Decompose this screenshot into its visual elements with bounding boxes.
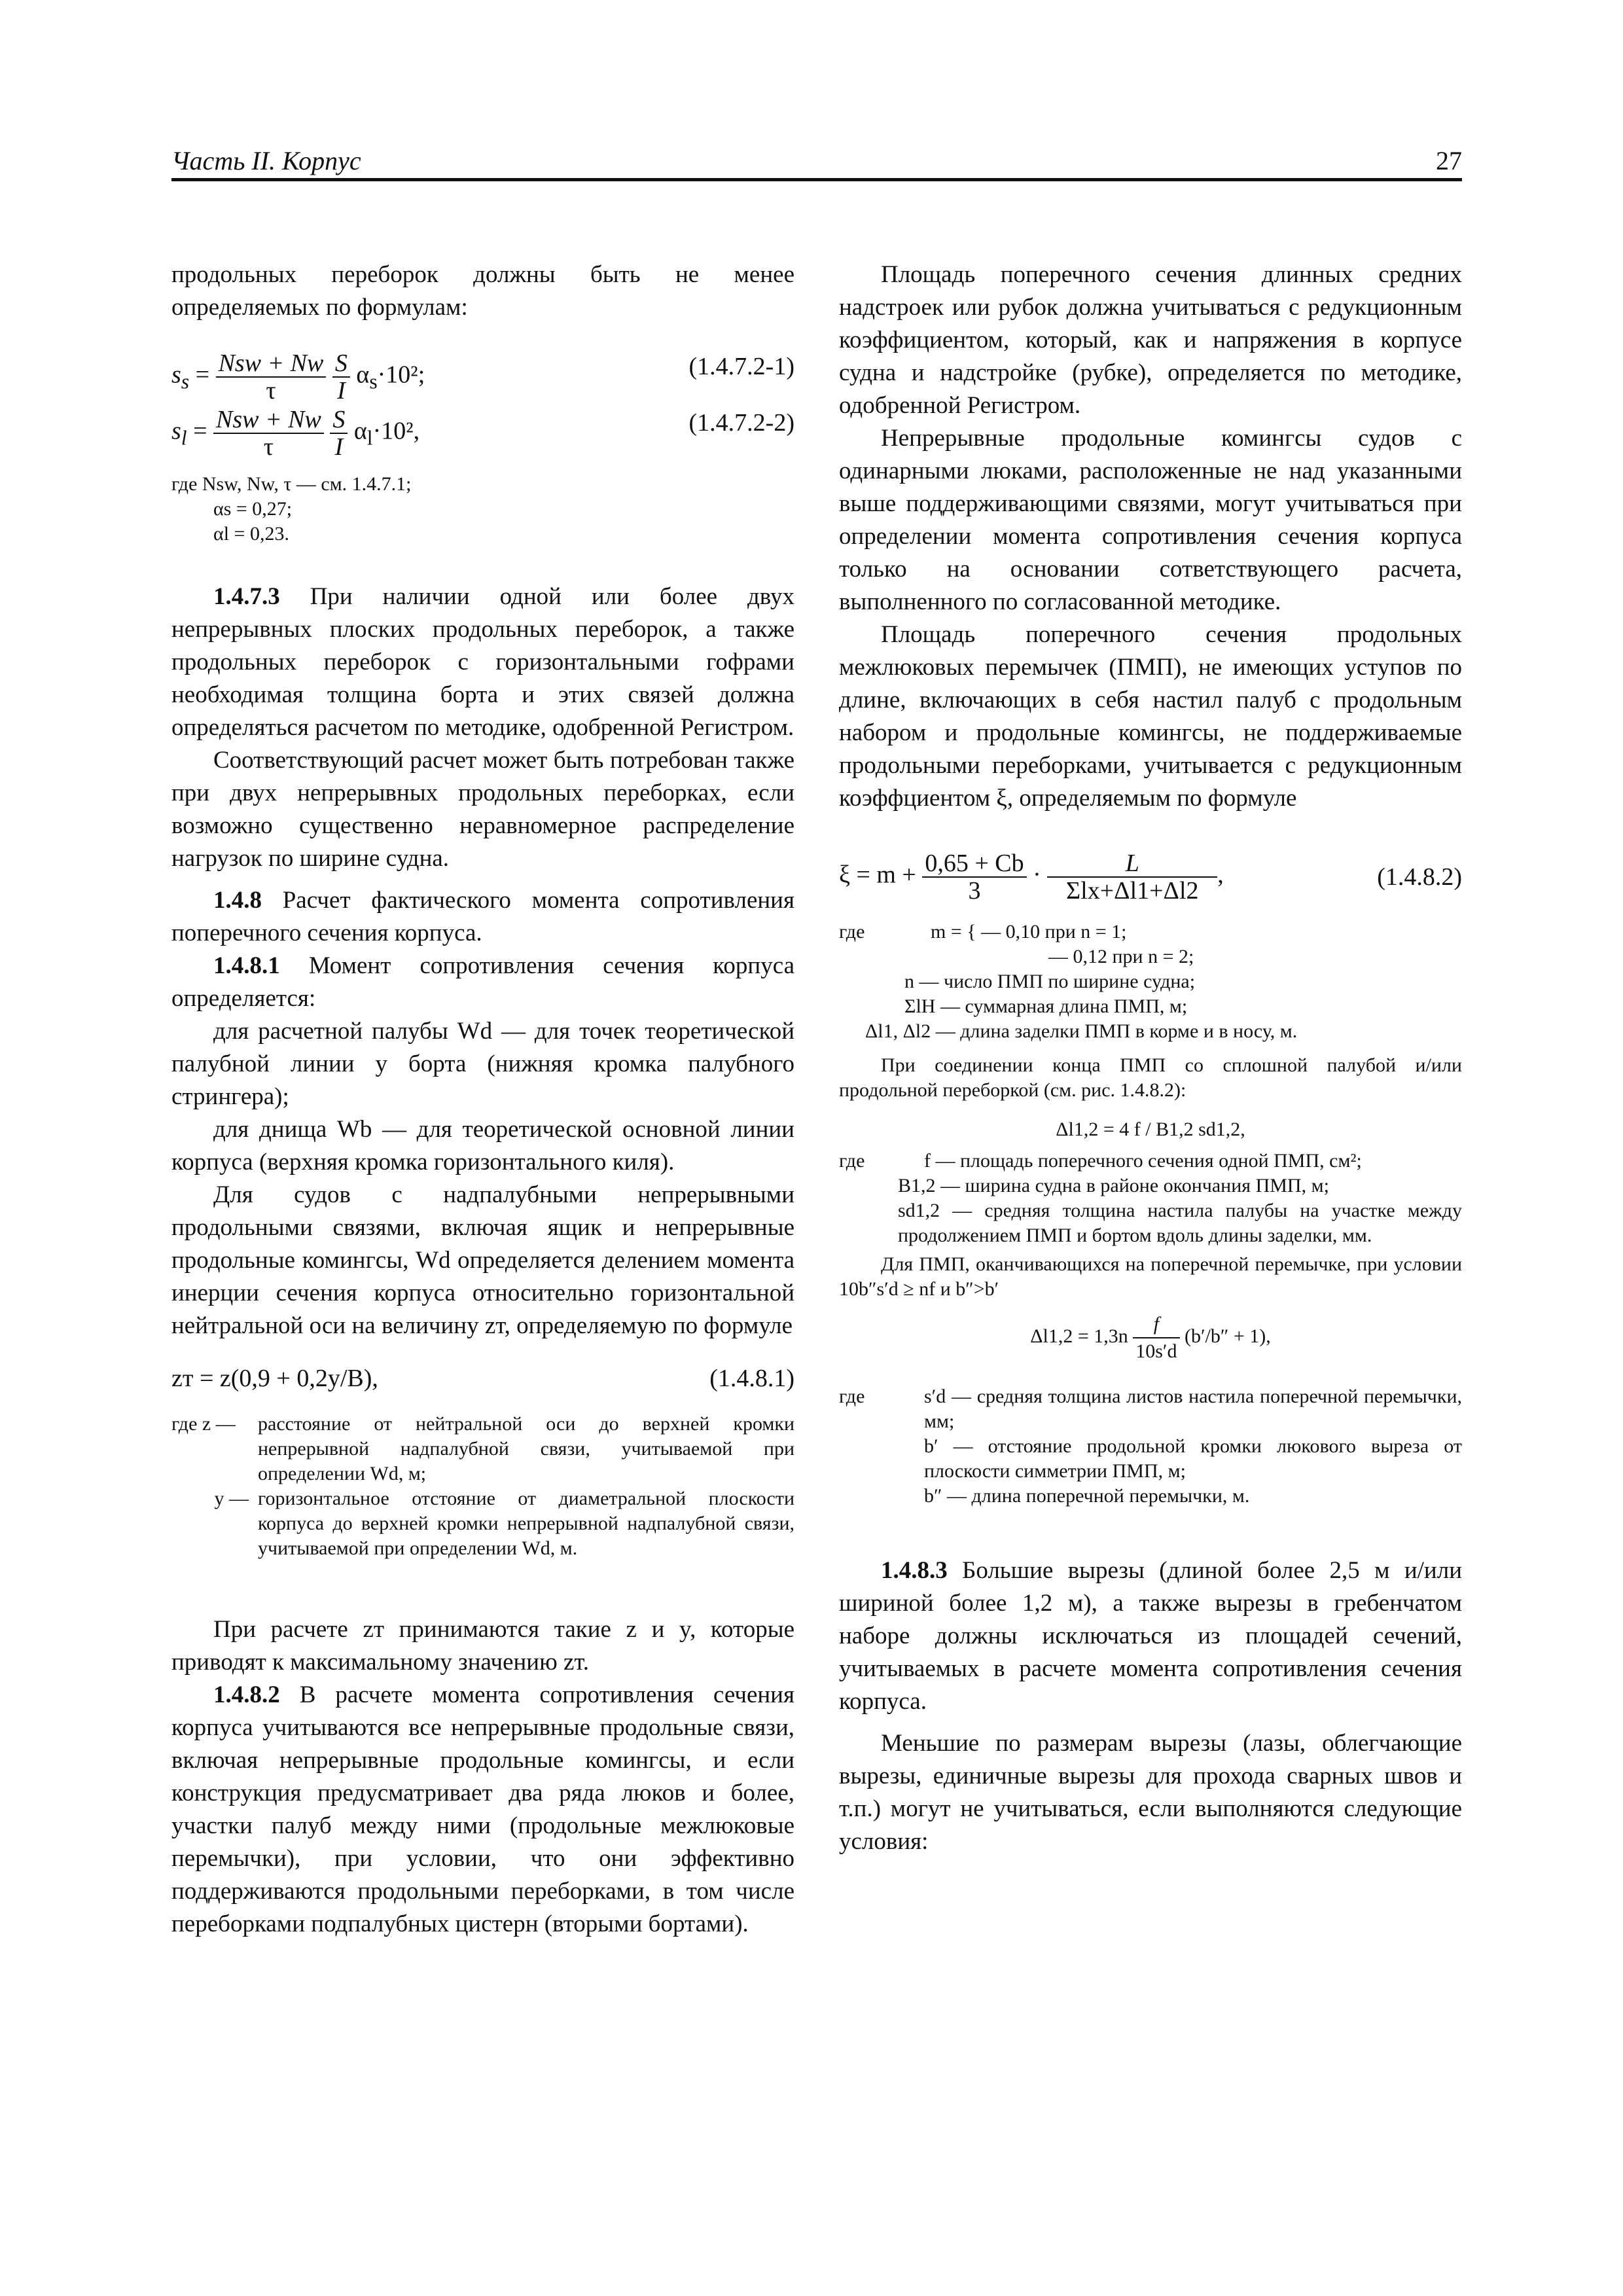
formula-body: ξ = m + $\frac{0,65 + Cb}{3}$ · $\frac{L}{\text{Σlx+Δl1+Δl2}}$ , (839, 850, 1224, 905)
where-block-1 (171, 472, 794, 547)
left-column (171, 259, 794, 1941)
paragraph: Меньшие по размерам вырезы (лазы, облегчающие вырезы, единичные вырезы для прохода сварных швов и т.п.) могут не учитываться, если выполняются следующие условия: (839, 1730, 1462, 1855)
formula-tag: (1.4.7.2-2) (688, 409, 794, 437)
where-block-5: где s′d — средняя толщина листов настила поперечной перемычки, мм; b′ — отстояние продольной кромки люкового выреза от плоскости симметрии ПМП, м; b″ — длина поперечной перемычки, м. (839, 1386, 1462, 1507)
paragraph-deck: для расчетной палубы Wd — для точек теоретической палубной линии у борта (нижняя кромка палубного стрингера); (171, 1018, 794, 1110)
where-block-3: где m = { — 0,10 при n = 1; — 0,12 при n = 2; n — число ПМП по ширине судна; ΣlH — суммарная длина ПМП, м; Δl1, Δl2 — длина заделки ПМП в корме и в носу, м. (839, 921, 1298, 1042)
paragraph-small: Для ПМП, оканчивающихся на поперечной перемычке, при условии 10b″s′d ≥ nf и b″>b′ (839, 1253, 1462, 1300)
page-header (171, 145, 1462, 182)
where-line: αs = 0,27; (213, 498, 293, 520)
paragraph: Площадь поперечного сечения длинных средних надстроек или рубок должна учитываться с редукционным коэффициентом, который, как и напряжения в корпусе судна и надстройке (рубке), определяется по методике, одобренной Регистром. (839, 261, 1462, 419)
formula-1-4-7-2-1 (171, 344, 794, 404)
section-1-4-8-3: 1.4.8.3 Большие вырезы (длиной более 2,5 м и/или шириной более 1,2 м), а также вырезы в гребенчатом наборе должны исключаться из площадей сечений, учитываемых в расчете момента сопротивления сечения корпуса. (839, 1557, 1462, 1715)
section-1-4-8: 1.4.8 Расчет фактического момента сопротивления поперечного сечения корпуса. (171, 887, 794, 946)
page-number: 27 (1436, 146, 1462, 175)
formula-1-4-8-2 (839, 841, 1462, 913)
where-block-2 (171, 1412, 794, 1561)
paragraph-small: При соединении конца ПМП со сплошной палубой и/или продольной переборкой (см. рис. 1.4.8.2): (839, 1054, 1462, 1101)
paragraph-bottom: для днища Wb — для теоретической основной линии корпуса (верхняя кромка горизонтального киля). (171, 1116, 794, 1175)
paragraph-superstructure: Для судов с надпалубными непрерывными продольными связями, включая ящик и непрерывные продольные комингсы, Wd определяется делением момента инерции сечения корпуса относительно горизонтальной нейтральной оси на величину zт, определяемую по формуле (171, 1181, 794, 1339)
running-title: Часть II. Корпус (171, 146, 361, 175)
formula-1-4-8-1 (171, 1355, 794, 1412)
paragraph: При расчете zт принимаются такие z и y, которые приводят к максимальному значению zт. (171, 1616, 794, 1676)
paragraph: Площадь поперечного сечения продольных межлюковых перемычек (ПМП), не имеющих уступов по длине, включающих в себя настил палуб с продольным набором и продольные комингсы, не поддерживаемые продольными переборками, учитывается с редукционным коэффциентом ξ, определяемым по формуле (839, 621, 1462, 812)
right-column (839, 259, 1462, 1858)
where-row-y: y — горизонтальное отстояние от диаметральной плоскости корпуса до верхней кромки непрерывной надпалубной связи, учитываемой при определении Wd, м. (214, 1488, 794, 1559)
formula-dl12-b: Δl1,2 = 1,3n $\frac{f}{10s'd}$ (b′/b″ + 1), (839, 1311, 1462, 1365)
formula-tag: (1.4.8.1) (709, 1365, 794, 1392)
header-rule (171, 178, 1462, 181)
where-line: αl = 0,23. (213, 523, 289, 545)
where-block-4: где f — площадь поперечного сечения одной ПМП, см²; B1,2 — ширина судна в районе окончания ПМП, м; sd1,2 — средняя толщина настила палубы на участке между продолжением ПМП и бортом вдоль длины заделки, мм. (839, 1150, 1462, 1246)
formula-tag: (1.4.7.2-1) (688, 353, 794, 380)
formula-tag: (1.4.8.2) (1377, 863, 1462, 891)
formula-body: $s_l$ = $\frac{\text{Nsw + Nw}}{\tau}$ $\frac{S}{I}$ $\alpha_l\cdot 10^2$, (171, 406, 420, 461)
section-1-4-7-3: 1.4.7.3 При наличии одной или более двух непрерывных плоских продольных переборок, а также продольных переборок с горизонтальными гофрами необходимая толщина борта и этих связей должна определяться расчетом по методике, одобренной Регистром. (171, 583, 794, 741)
section-1-4-8-1: 1.4.8.1 Момент сопротивления сечения корпуса определяется: (171, 952, 794, 1012)
where-row-z: где z — расстояние от нейтральной оси до верхней кромки непрерывной надпалубной связи, учитываемой при определении Wd, м; (171, 1413, 794, 1484)
formula-1-4-7-2-2 (171, 400, 794, 461)
section-1-4-8-2: 1.4.8.2 В расчете момента сопротивления сечения корпуса учитываются все непрерывные продольные связи, включая непрерывные продольные комингсы, и если конструкция предусматривает два ряда люков и более, участки палуб между ними (продольные межлюковые перемычки), при условии, что они эффективно поддерживаются продольными переборками, в том числе переборками подпалубных цистерн (вторыми бортами). (171, 1681, 795, 1937)
paragraph: Непрерывные продольные комингсы судов с одинарными люками, расположенные не над указанными выше поддерживающими связями, могут учитываться при определении момента сопротивления сечения корпуса только на основании сответствующего расчета, выполненного по согласованной методике. (839, 425, 1462, 615)
paragraph: продольных переборок должны быть не менее определяемых по формулам: (171, 261, 794, 321)
paragraph: Соответствующий расчет может быть потребован также при двух непрерывных продольных переборках, если возможно существенно неравномерное распределение нагрузок по ширине судна. (171, 747, 794, 872)
where-line: где Nsw, Nw, τ — см. 1.4.7.1; (171, 473, 412, 495)
formula-body: zт = z(0,9 + 0,2y/B), (171, 1365, 378, 1392)
formula-body: $s_s$ = $\frac{\text{Nsw + Nw}}{\tau}$ $\frac{S}{I}$ $\alpha_s\cdot 10^2$; (171, 350, 425, 404)
formula-dl12: Δl1,2 = 4 f / B1,2 sd1,2, (1056, 1119, 1245, 1140)
